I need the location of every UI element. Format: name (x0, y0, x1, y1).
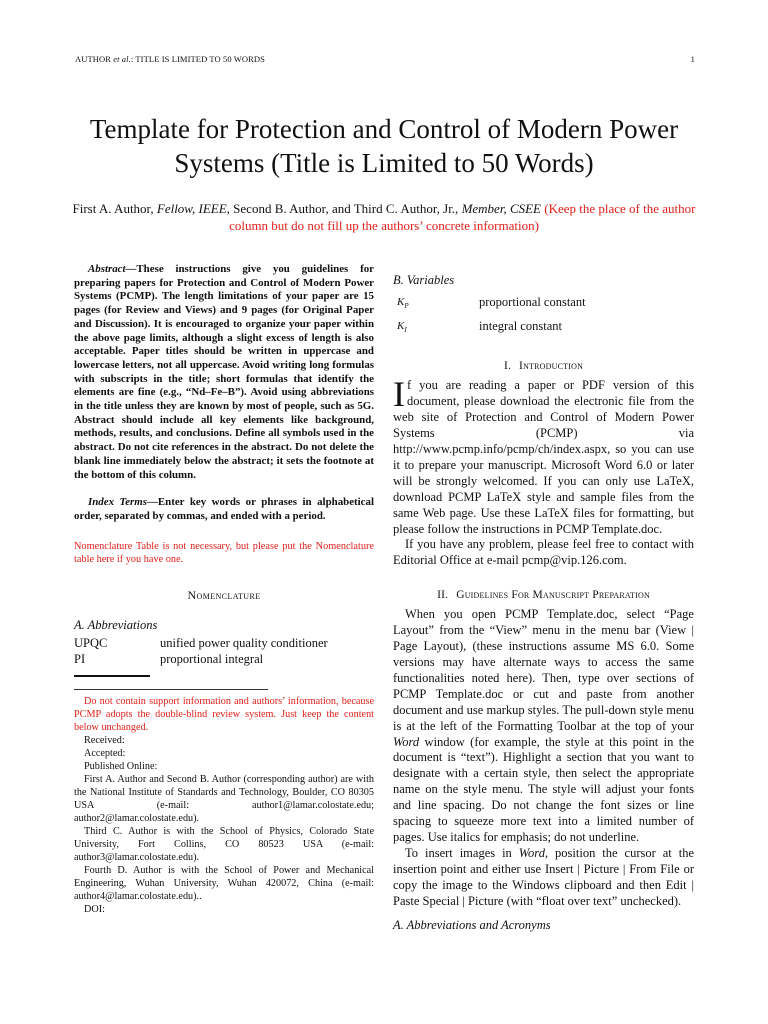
section-2-paragraph-1: When you open PCMP Template.doc, select “Page Layout” from the “View” menu in the menu bar (View | Page Layout), (these instructions assume MS 6.0. Some versions may have alternate ways to access the same functionalities noted here). Then, type over sections of PCMP Template.doc or cut and paste from another document and use markup styles. The pull-down style menu is at the left of the Formatting Toolbar at the top of your Word window (for example, the style at this point in the document is “text”). Highlight a section that you want to designate with a certain style, then select the appropriate name on the style menu. The style will adjust your fonts and line spacing. Do not change the font sizes or line spacing to squeeze more text into a limited number of pages. Use italics for emphasis; do not underline. (393, 607, 694, 844)
index-terms (74, 496, 374, 523)
abbreviation-meaning: unified power quality conditioner (160, 635, 328, 650)
page-number: 1 (690, 54, 695, 64)
abstract-text: —These instructions give you guidelines for preparing papers for Protection and Control of Modern Power Systems (PCMP). The length limitations of your paper are 15 pages (for Review and Views) and 9 pages (for Original Paper and Discussion). It is encouraged to organize your paper within the above page limits, although a slight excess of length is also acceptable. Paper titles should be written in uppercase and lowercase letters, not all uppercase. Avoid writing long formulas with subscripts in the title; short formulas that identify the elements are fine (e.g., “Nd–Fe–B”). Avoid using abbreviations in the title unless they are known by most of people, such as 5G. Abstract should include all key elements like background, methods, results, and conclusions. Define all symbols used in the abstract. Do not cite references in the abstract. Do not delete the blank line immediately below the abstract; it sets the footnote at the bottom of this column. (74, 263, 374, 481)
abstract (74, 263, 374, 482)
footnote-accepted: Accepted: (84, 747, 126, 759)
nomenclature-rule (74, 675, 150, 677)
abbreviations-table (74, 635, 374, 667)
variables-table (393, 292, 694, 340)
section-1-paragraph-1: If you are reading a paper or PDF version of this document, please download the electronic file from the web site of Protection and Control of Modern Power Systems (PCMP) via http://www.pcmp.info/pcmp/ch/index.aspx, so you can use it to prepare your manuscript. Microsoft Word 6.0 or later will be strongly welcomed. If you can only use LaTeX, download PCMP LaTeX style and sample files from the same Web page. Use these LaTeX files for formatting, but please follow the instructions in PCMP Template.doc. (393, 374, 694, 536)
author-3-role: Member, CSEE (461, 201, 541, 216)
abbreviation-row (74, 651, 374, 667)
index-terms-text: —Enter key words or phrases in alphabetical order, separated by commas, and ended with a period. (74, 496, 374, 522)
running-head-prefix: AUTHOR (75, 54, 114, 64)
section-2-body (393, 607, 694, 909)
abbreviation-term: UPQC (74, 635, 108, 650)
footnote-doi: DOI: (84, 903, 105, 915)
variables-heading: B. Variables (393, 273, 455, 287)
footnote-published: Published Online: (84, 760, 158, 772)
variable-meaning: proportional constant (479, 295, 586, 309)
variable-row (393, 316, 694, 340)
running-head-title (75, 54, 265, 64)
author-note: (Keep the place of the author column but do not fill up the authors’ concrete information) (229, 201, 696, 233)
author-1-role: Fellow, IEEE (156, 201, 227, 216)
subsection-heading: A. Abbreviations and Acronyms (393, 918, 551, 933)
abbreviation-meaning: proportional integral (160, 651, 264, 666)
left-column (74, 263, 374, 916)
footnote-affiliation-1: First A. Author and Second B. Author (corresponding author) are with the National Institute of Standards and Technology, Boulder, CO 80305 USA (e-mail: author1@lamar.colostate.edu; author2@lamar.colostate.edu). (74, 773, 374, 824)
running-head (75, 54, 695, 66)
nomenclature-heading: Nomenclature (187, 587, 261, 602)
section-1-heading: I. Introduction (503, 360, 584, 373)
section-2-paragraph-2: To insert images in Word, position the cursor at the insertion point and either use Insert | Picture | From File or copy the image to the Windows clipboard and then Edit | Paste Special | Picture (with “float over text” unchecked). (393, 845, 694, 908)
footnotes (74, 695, 374, 916)
paper-title: Template for Protection and Control of Modern Power Systems (Title is Limited to 50 Words) (89, 114, 679, 178)
abstract-lead: Abstract (88, 263, 126, 275)
running-head-etal: et al. (113, 54, 131, 64)
abbreviation-term: PI (74, 651, 86, 666)
author-2-3: , Second B. Author, and Third C. Author, Jr., (226, 201, 462, 216)
variable-meaning: integral constant (479, 319, 562, 334)
abbreviations-heading: A. Abbreviations (74, 617, 158, 632)
running-head-suffix: : TITLE IS LIMITED TO 50 WORDS (130, 54, 265, 64)
section-1-body (393, 374, 694, 569)
variable-symbol: $K_I$ (397, 320, 407, 335)
footnote-affiliation-3: Fourth D. Author is with the School of Power and Mechanical Engineering, Wuhan University, Wuhan 420072, China (e-mail: author4@lamar.colostate.edu).. (74, 864, 374, 902)
variable-symbol: $K_P$ (397, 296, 409, 311)
author-line (60, 200, 708, 234)
section-2-heading: II. Guidelines For Manuscript Preparation (437, 589, 650, 602)
footnote-rule (74, 689, 268, 690)
footnote-received: Received: (84, 734, 125, 746)
footnote-warning: Do not contain support information and authors’ information, because PCMP adopts the double-blind review system. Just keep the content below unchanged. (74, 695, 374, 733)
index-terms-lead: Index Terms (88, 496, 147, 509)
drop-cap: I (393, 374, 405, 415)
right-column (393, 272, 694, 933)
abbreviation-row (74, 635, 374, 651)
author-1: First A. Author, (72, 201, 157, 216)
variable-row (393, 292, 694, 316)
footnote-affiliation-2: Third C. Author is with the School of Physics, Colorado State University, Fort Collins, CO 80523 USA (e-mail: author3@lamar.colostate.edu). (74, 825, 374, 863)
section-1-paragraph-2: If you have any problem, please feel free to contact with Editorial Office at e-mail pcmp@vip.126.com. (393, 537, 694, 568)
nomenclature-note: Nomenclature Table is not necessary, but please put the Nomenclature table here if you have one. (74, 540, 374, 565)
